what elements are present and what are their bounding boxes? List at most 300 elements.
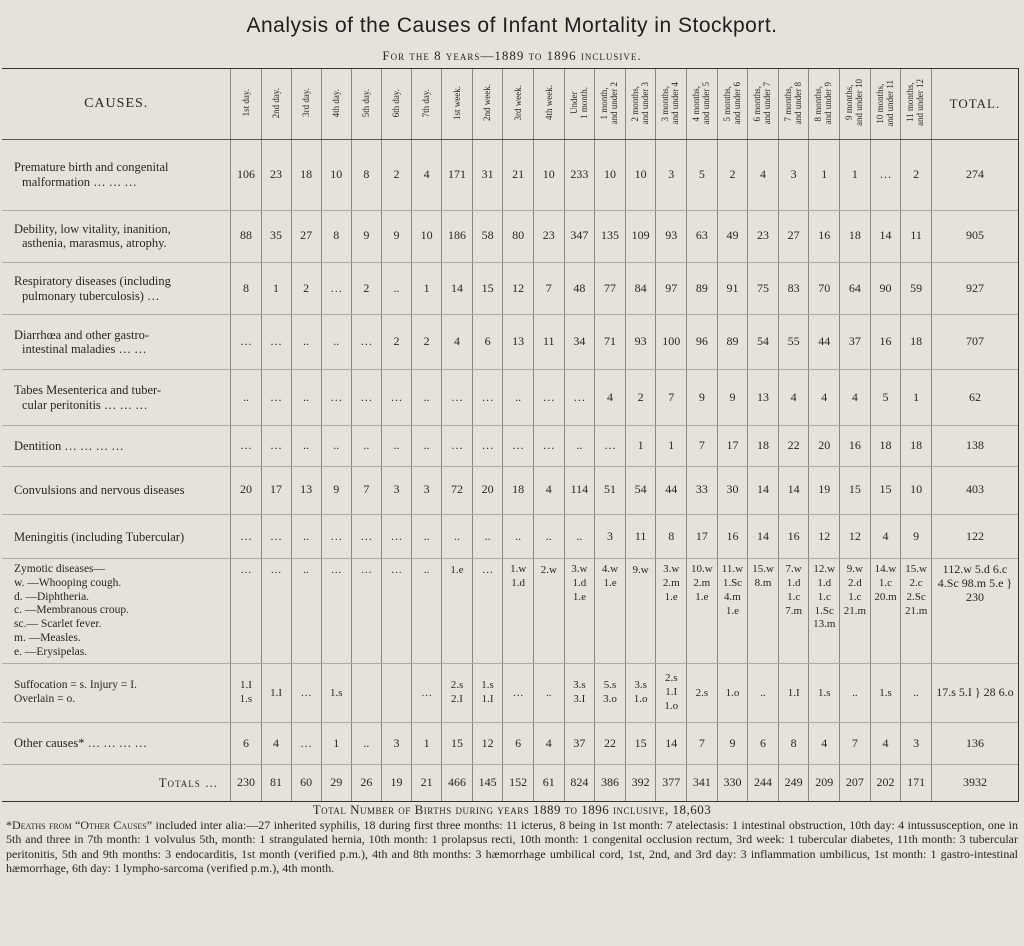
table-cell: [472, 559, 503, 664]
table-cell: …: [442, 369, 473, 425]
table-cell: ..: [412, 426, 442, 466]
table-cell: 7: [687, 722, 718, 764]
cause-label: [2, 315, 231, 369]
table-cell: 93: [656, 210, 687, 262]
table-cell: 1: [901, 369, 932, 425]
table-cell: 63: [687, 210, 718, 262]
table-cell: [901, 559, 932, 664]
cell-value: ..: [546, 686, 552, 699]
totals-cell: 171: [901, 765, 932, 801]
table-cell: …: [472, 426, 503, 466]
table-cell: 35: [261, 210, 291, 262]
table-cell: ..: [381, 426, 411, 466]
cell-value: 15.w 2.c 2.Sc 21.m: [904, 563, 928, 617]
cell-value: 1.s: [879, 686, 892, 699]
column-header: [840, 69, 871, 140]
cause-label-line: intestinal maladies … …: [22, 342, 147, 357]
table-cell: 93: [625, 315, 656, 369]
table-cell: [717, 664, 748, 722]
column-header-label: 5 months, and under 6: [721, 81, 742, 125]
table-cell: [870, 559, 901, 664]
cell-value: 3.s 1.o: [633, 679, 648, 705]
totals-cell: 19: [381, 765, 411, 801]
table-cell: 4: [870, 515, 901, 559]
cell-value: …: [270, 564, 282, 577]
table-cell: …: [231, 315, 261, 369]
cell-value: ..: [423, 564, 430, 577]
table-cell: 8: [656, 515, 687, 559]
header-total: TOTAL.: [931, 69, 1018, 140]
table-cell: 8: [351, 140, 381, 211]
cause-label-line: pulmonary tuberculosis) …: [22, 288, 160, 303]
cause-label-line: Meningitis (including Tubercular): [14, 529, 185, 544]
table-cell: 9: [717, 369, 748, 425]
table-cell: ..: [351, 426, 381, 466]
cell-value: …: [390, 564, 402, 577]
column-header: [625, 69, 656, 140]
page-title: Analysis of the Causes of Infant Mortality in Stockport.: [246, 14, 778, 37]
table-cell: …: [351, 369, 381, 425]
table-cell: 20: [809, 426, 840, 466]
table-cell: 34: [564, 315, 595, 369]
cell-value: 1.s: [330, 686, 343, 699]
table-cell: 4: [442, 315, 473, 369]
table-cell: 15: [840, 466, 871, 514]
cause-label-line: Premature birth and congenital: [14, 160, 169, 175]
table-cell: 1: [840, 140, 871, 211]
table-cell: 14: [748, 466, 779, 514]
table-cell: [412, 559, 442, 664]
table-cell: [503, 664, 534, 722]
table-cell: 18: [291, 140, 321, 211]
column-header-label: 9 months, and under 10: [843, 79, 864, 127]
cell-value: …: [482, 564, 494, 577]
table-cell: 22: [778, 426, 809, 466]
table-cell: …: [261, 315, 291, 369]
row-total: 136: [931, 722, 1018, 764]
table-cell: 4: [809, 369, 840, 425]
table-cell: 44: [809, 315, 840, 369]
column-header: [687, 69, 718, 140]
table-cell: 15: [625, 722, 656, 764]
table-cell: ..: [412, 515, 442, 559]
table-cell: 12: [840, 515, 871, 559]
column-header: [412, 69, 442, 140]
table-cell: …: [564, 369, 595, 425]
column-header-label: 1 month, and under 2: [599, 81, 619, 125]
column-header-label: 6th day.: [391, 88, 402, 118]
table-cell: 14: [656, 722, 687, 764]
table-cell: 90: [870, 263, 901, 315]
table-cell: [231, 664, 261, 722]
cell-value: 2.s 2.I: [450, 679, 464, 705]
table-cell: 16: [809, 210, 840, 262]
totals-cell: 386: [595, 765, 626, 801]
totals-cell: 392: [625, 765, 656, 801]
table-cell: [503, 559, 534, 664]
table-cell: 4: [840, 369, 871, 425]
table-cell: 12: [472, 722, 503, 764]
table-cell: …: [595, 426, 626, 466]
column-header-label: 4th day.: [331, 88, 342, 118]
table-cell: 2: [717, 140, 748, 211]
totals-cell: 26: [351, 765, 381, 801]
table-cell: [291, 559, 321, 664]
table-cell: 15: [472, 263, 503, 315]
cause-label: Other causes* … … … …: [2, 722, 231, 764]
table-cell: 18: [503, 466, 534, 514]
table-cell: 20: [231, 466, 261, 514]
table-cell: 5: [870, 369, 901, 425]
column-header: [778, 69, 809, 140]
column-header-label: 4 months, and under 5: [690, 81, 711, 125]
cause-label-line: cular peritonitis … … …: [22, 397, 148, 412]
cause-label: [2, 426, 231, 466]
table-cell: 1: [625, 426, 656, 466]
table-cell: 12: [809, 515, 840, 559]
table-cell: 80: [503, 210, 534, 262]
column-header: [595, 69, 626, 140]
table-cell: 3: [412, 466, 442, 514]
cell-value: …: [421, 686, 433, 699]
table-cell: 13: [748, 369, 779, 425]
column-header: [472, 69, 503, 140]
table-cell: 54: [625, 466, 656, 514]
cause-label: [2, 210, 231, 262]
cell-value: …: [512, 686, 524, 699]
table-cell: 59: [901, 263, 932, 315]
cell-value: ..: [852, 686, 858, 699]
table-cell: 9: [687, 369, 718, 425]
table-cell: [870, 664, 901, 722]
table-cell: 7: [533, 263, 564, 315]
totals-cell: 81: [261, 765, 291, 801]
column-header: [901, 69, 932, 140]
totals-cell: 249: [778, 765, 809, 801]
table-cell: 16: [778, 515, 809, 559]
table-cell: ..: [472, 515, 503, 559]
table-cell: 51: [595, 466, 626, 514]
totals-cell: 152: [503, 765, 534, 801]
table-cell: 8: [778, 722, 809, 764]
totals-cell: 60: [291, 765, 321, 801]
table-cell: [442, 664, 473, 722]
cell-value: 15.w 8.m: [752, 563, 774, 590]
totals-label: Totals …: [2, 765, 231, 801]
table-cell: 18: [901, 315, 932, 369]
table-cell: 2: [625, 369, 656, 425]
totals-cell: 330: [717, 765, 748, 801]
table-cell: 12: [503, 263, 534, 315]
cell-value: 1.w 1.d: [510, 563, 527, 590]
table-cell: 3: [901, 722, 932, 764]
table-cell: 70: [809, 263, 840, 315]
table-cell: [809, 559, 840, 664]
column-header-label: 3 months, and under 4: [660, 81, 681, 125]
table-cell: 10: [595, 140, 626, 211]
table-cell: 72: [442, 466, 473, 514]
table-cell: 2: [381, 140, 411, 211]
cause-label-line: Tabes Mesenterica and tuber-: [14, 383, 162, 398]
totals-cell: 824: [564, 765, 595, 801]
totals-cell: 21: [412, 765, 442, 801]
table-cell: 9: [717, 722, 748, 764]
table-cell: 4: [778, 369, 809, 425]
table-row-totals: [2, 765, 1018, 801]
table-cell: 6: [231, 722, 261, 764]
row-total: 138: [931, 426, 1018, 466]
column-header: [351, 69, 381, 140]
cell-value: 1.e: [450, 564, 464, 577]
table-cell: 109: [625, 210, 656, 262]
table-row: [2, 140, 1018, 211]
table-cell: ..: [503, 369, 534, 425]
table-cell: 106: [231, 140, 261, 211]
table-cell: ..: [503, 515, 534, 559]
column-header: [261, 69, 291, 140]
table-cell: 64: [840, 263, 871, 315]
table-cell: 1: [809, 140, 840, 211]
table-cell: …: [261, 369, 291, 425]
table-cell: [625, 559, 656, 664]
table-cell: 3: [381, 466, 411, 514]
table-cell: 3: [595, 515, 626, 559]
cause-label-line: Respiratory diseases (including: [14, 274, 171, 289]
zymotic-label: Zymotic diseases— w. —Whooping cough. d. —Diphtheria. c. —Membranous croup. sc.— Scarlet fever. m. —Measles. e. —Erysipelas.: [2, 559, 231, 664]
cell-value: 2.w: [540, 564, 557, 577]
table-cell: [261, 559, 291, 664]
table-cell: 4: [533, 722, 564, 764]
cell-value: 1.o: [725, 686, 740, 699]
table-cell: 91: [717, 263, 748, 315]
mortality-table: [2, 68, 1019, 802]
table-cell: 3: [381, 722, 411, 764]
total-births-line: Total Number of Births during years 1889 to 1896 inclusive, 18,603: [312, 802, 712, 817]
table-cell: 10: [321, 140, 351, 211]
row-total: 122: [931, 515, 1018, 559]
table-cell: 37: [564, 722, 595, 764]
table-cell: 44: [656, 466, 687, 514]
table-cell: 13: [291, 466, 321, 514]
table-cell: 18: [840, 210, 871, 262]
table-cell: [533, 664, 564, 722]
table-cell: [656, 559, 687, 664]
table-cell: 15: [442, 722, 473, 764]
row-total: 707: [931, 315, 1018, 369]
table-cell: [381, 559, 411, 664]
table-cell: [564, 559, 595, 664]
table-cell: 23: [748, 210, 779, 262]
table-cell: ..: [351, 722, 381, 764]
table-cell: 7: [840, 722, 871, 764]
table-cell: [533, 559, 564, 664]
table-cell: [472, 664, 503, 722]
table-cell: …: [261, 515, 291, 559]
table-cell: [840, 559, 871, 664]
cell-value: 1.s 1.I: [481, 679, 494, 705]
table-cell: [261, 664, 291, 722]
column-header-label: 10 months, and under 11: [874, 79, 895, 127]
table-cell: 22: [595, 722, 626, 764]
table-cell: ..: [533, 515, 564, 559]
cell-value: 1.s: [818, 686, 831, 699]
column-header: [809, 69, 840, 140]
cell-value: 1.I 1.s: [239, 679, 253, 705]
table-cell: 14: [748, 515, 779, 559]
table-cell: ..: [291, 369, 321, 425]
cell-value: 3.w 1.d 1.e: [571, 563, 588, 603]
table-cell: ..: [291, 315, 321, 369]
table-cell: 20: [472, 466, 503, 514]
cell-value: 2.s: [695, 686, 709, 699]
table-cell: ..: [291, 515, 321, 559]
cell-value: 3.s 3.I: [573, 679, 586, 705]
cause-label-line: Convulsions and nervous diseases: [14, 483, 185, 498]
table-row: [2, 426, 1018, 466]
table-cell: 3: [778, 140, 809, 211]
table-cell: 1: [412, 722, 442, 764]
cause-label: [2, 515, 231, 559]
table-cell: ..: [291, 426, 321, 466]
table-row-other: [2, 722, 1018, 764]
table-cell: [687, 559, 718, 664]
table-cell: 233: [564, 140, 595, 211]
column-header-label: 2nd week.: [482, 84, 493, 122]
cell-value: 9.w 2.d 1.c 21.m: [843, 563, 867, 617]
column-header: [503, 69, 534, 140]
table-cell: 18: [870, 426, 901, 466]
cause-label-line: Debility, low vitality, inanition,: [14, 221, 171, 236]
table-cell: 3: [656, 140, 687, 211]
row-total: 905: [931, 210, 1018, 262]
table-cell: 17: [717, 426, 748, 466]
cell-value: 2.s 1.I 1.o: [664, 672, 679, 712]
table-cell: …: [291, 722, 321, 764]
table-cell: 54: [748, 315, 779, 369]
table-cell: …: [870, 140, 901, 211]
column-header-label: 7 months, and under 8: [782, 81, 803, 125]
column-header: [442, 69, 473, 140]
table-cell: [381, 664, 411, 722]
table-cell: ..: [321, 426, 351, 466]
page-subtitle: For the 8 years—1889 to 1896 inclusive.: [382, 48, 642, 63]
table-cell: 2: [412, 315, 442, 369]
table-cell: [595, 664, 626, 722]
table-cell: …: [472, 369, 503, 425]
table-cell: 11: [901, 210, 932, 262]
column-header-label: 8 months, and under 9: [813, 81, 834, 125]
table-cell: …: [321, 263, 351, 315]
table-cell: 27: [291, 210, 321, 262]
column-header: [381, 69, 411, 140]
table-cell: 4: [809, 722, 840, 764]
table-cell: [656, 664, 687, 722]
column-header-label: 2nd day.: [270, 87, 281, 119]
table-cell: 15: [870, 466, 901, 514]
cell-value: 11.w 1.Sc 4.m 1.e: [721, 563, 744, 617]
cell-value: 7.w 1.d 1.c 7.m: [785, 563, 803, 617]
column-header-label: 1st week.: [451, 85, 462, 120]
table-cell: 9: [351, 210, 381, 262]
column-header-label: 3rd week.: [513, 85, 523, 121]
row-total: [931, 559, 1018, 664]
table-cell: …: [321, 369, 351, 425]
table-row: [2, 263, 1018, 315]
table-cell: [748, 559, 779, 664]
table-cell: …: [533, 426, 564, 466]
table-cell: 1: [321, 722, 351, 764]
table-cell: …: [231, 515, 261, 559]
table-cell: ..: [381, 263, 411, 315]
table-cell: 4: [261, 722, 291, 764]
column-header-label: 2 months, and under 3: [629, 81, 650, 125]
table-cell: 18: [901, 426, 932, 466]
table-cell: [564, 664, 595, 722]
table-cell: 8: [321, 210, 351, 262]
table-cell: 2: [381, 315, 411, 369]
table-cell: 77: [595, 263, 626, 315]
table-cell: 2: [291, 263, 321, 315]
column-header: [870, 69, 901, 140]
cell-value: 17.s 5.I } 28 6.o: [936, 685, 1014, 700]
table-cell: [321, 559, 351, 664]
table-cell: 7: [351, 466, 381, 514]
cell-value: …: [330, 564, 342, 577]
totals-cell: 29: [321, 765, 351, 801]
totals-cell: 377: [656, 765, 687, 801]
table-cell: …: [533, 369, 564, 425]
cell-value: 10.w 2.m 1.e: [690, 563, 713, 603]
table-cell: 10: [412, 210, 442, 262]
column-header-label: 4th week.: [543, 85, 554, 121]
table-cell: 171: [442, 140, 473, 211]
table-cell: 9: [381, 210, 411, 262]
column-header-label: 11 months, and under 12: [905, 79, 926, 127]
table-cell: [901, 664, 932, 722]
table-cell: 1: [412, 263, 442, 315]
grand-total: 3932: [931, 765, 1018, 801]
column-header-label: 5th day.: [361, 88, 372, 118]
suffocation-label: Suffocation = s. Injury = I. Overlain = o.: [2, 664, 231, 722]
table-row: [2, 315, 1018, 369]
cell-value: …: [300, 686, 312, 699]
cell-value: 1.I: [270, 686, 283, 699]
table-cell: 58: [472, 210, 503, 262]
table-cell: 6: [503, 722, 534, 764]
column-header-label: 1st day.: [240, 89, 251, 117]
table-cell: 88: [231, 210, 261, 262]
column-header: [564, 69, 595, 140]
cause-label-line: Diarrhœa and other gastro-: [14, 327, 150, 342]
table-cell: …: [231, 426, 261, 466]
table-cell: [321, 664, 351, 722]
table-cell: 9: [901, 515, 932, 559]
table-row: [2, 369, 1018, 425]
table-cell: 114: [564, 466, 595, 514]
table-row: [2, 210, 1018, 262]
column-header-label: 6 months, and under 7: [752, 81, 773, 125]
table-cell: 17: [687, 515, 718, 559]
cell-value: 12.w 1.d 1.c 1.Sc 13.m: [813, 563, 836, 631]
table-cell: 27: [778, 210, 809, 262]
table-cell: 7: [656, 369, 687, 425]
cell-value: ..: [913, 686, 919, 699]
column-header: [231, 69, 261, 140]
table-cell: 31: [472, 140, 503, 211]
table-cell: 23: [261, 140, 291, 211]
cell-value: 5.s 3.o: [603, 679, 617, 705]
cause-label-line: Dentition … … … …: [14, 438, 124, 453]
